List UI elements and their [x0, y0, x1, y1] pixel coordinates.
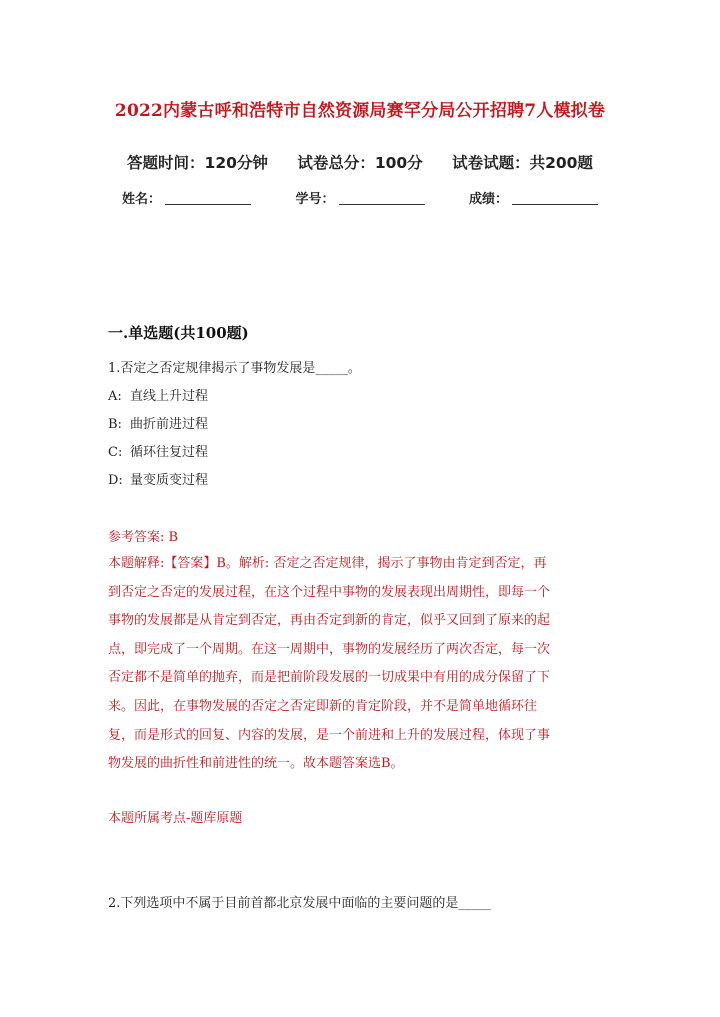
student-id-field	[295, 188, 424, 207]
explanation-line: 到否定之否定的发展过程，在这个过程中事物的发展表现出周期性，即每一个	[108, 584, 551, 600]
exam-time: 答题时间：120分钟	[127, 154, 268, 172]
option-letter: D:	[108, 473, 123, 488]
option-b	[108, 413, 208, 432]
name-label: 姓名：	[121, 192, 161, 207]
exam-meta	[0, 151, 720, 173]
score-label: 成绩：	[469, 192, 509, 207]
question-1-text: 1.否定之否定规律揭示了事物发展是_____。	[108, 361, 361, 376]
section-heading: 一.单选题(共100题)	[108, 324, 249, 342]
reference-answer: 参考答案: B	[108, 530, 179, 545]
student-info	[0, 188, 720, 207]
score-blank	[512, 192, 598, 205]
explanation-line: 复，而是形式的回复、内容的发展，是一个前进和上升的发展过程，体现了事	[108, 727, 551, 743]
explanation-line: 事物的发展都是从肯定到否定，再由否定到新的肯定，似乎又回到了原来的起	[108, 613, 551, 629]
answer-explanation	[108, 550, 606, 779]
score-field	[469, 188, 598, 207]
exam-question-count: 试卷试题：共200题	[452, 154, 593, 172]
explanation-line: 本题解释:【答案】B。解析: 否定之否定规律，揭示了事物由肯定到否定，再	[108, 556, 547, 571]
name-field	[122, 188, 251, 207]
name-blank	[165, 192, 251, 205]
explanation-line: 否定都不是简单的抛弃，而是把前阶段发展的一切成果中有用的成分保留了下	[108, 670, 551, 686]
option-text: 曲折前进过程	[130, 417, 209, 432]
knowledge-point: 本题所属考点-题库原题	[108, 811, 243, 826]
explanation-line: 物发展的曲折性和前进性的统一。故本题答案选B。	[108, 756, 404, 772]
option-letter: C:	[108, 445, 123, 460]
option-text: 量变质变过程	[130, 473, 209, 488]
option-text: 直线上升过程	[130, 389, 209, 404]
exam-total-score: 试卷总分：100分	[297, 154, 423, 172]
explanation-line: 点，即完成了一个周期。在这一周期中，事物的发展经历了两次否定，每一次	[108, 641, 551, 657]
option-a	[108, 385, 208, 404]
student-id-label: 学号：	[295, 192, 335, 207]
student-id-blank	[339, 192, 425, 205]
option-text: 循环往复过程	[130, 445, 209, 460]
question-2-text: 2.下列选项中不属于目前首都北京发展中面临的主要问题的是_____	[108, 896, 491, 911]
page-title: 2022内蒙古呼和浩特市自然资源局赛罕分局公开招聘7人模拟卷	[114, 101, 606, 121]
option-c	[108, 441, 208, 460]
option-letter: B:	[108, 417, 122, 432]
option-letter: A:	[108, 389, 122, 404]
option-d	[108, 469, 208, 488]
explanation-line: 来。因此，在事物发展的否定之否定即新的肯定阶段，并不是简单地循环往	[108, 698, 538, 714]
